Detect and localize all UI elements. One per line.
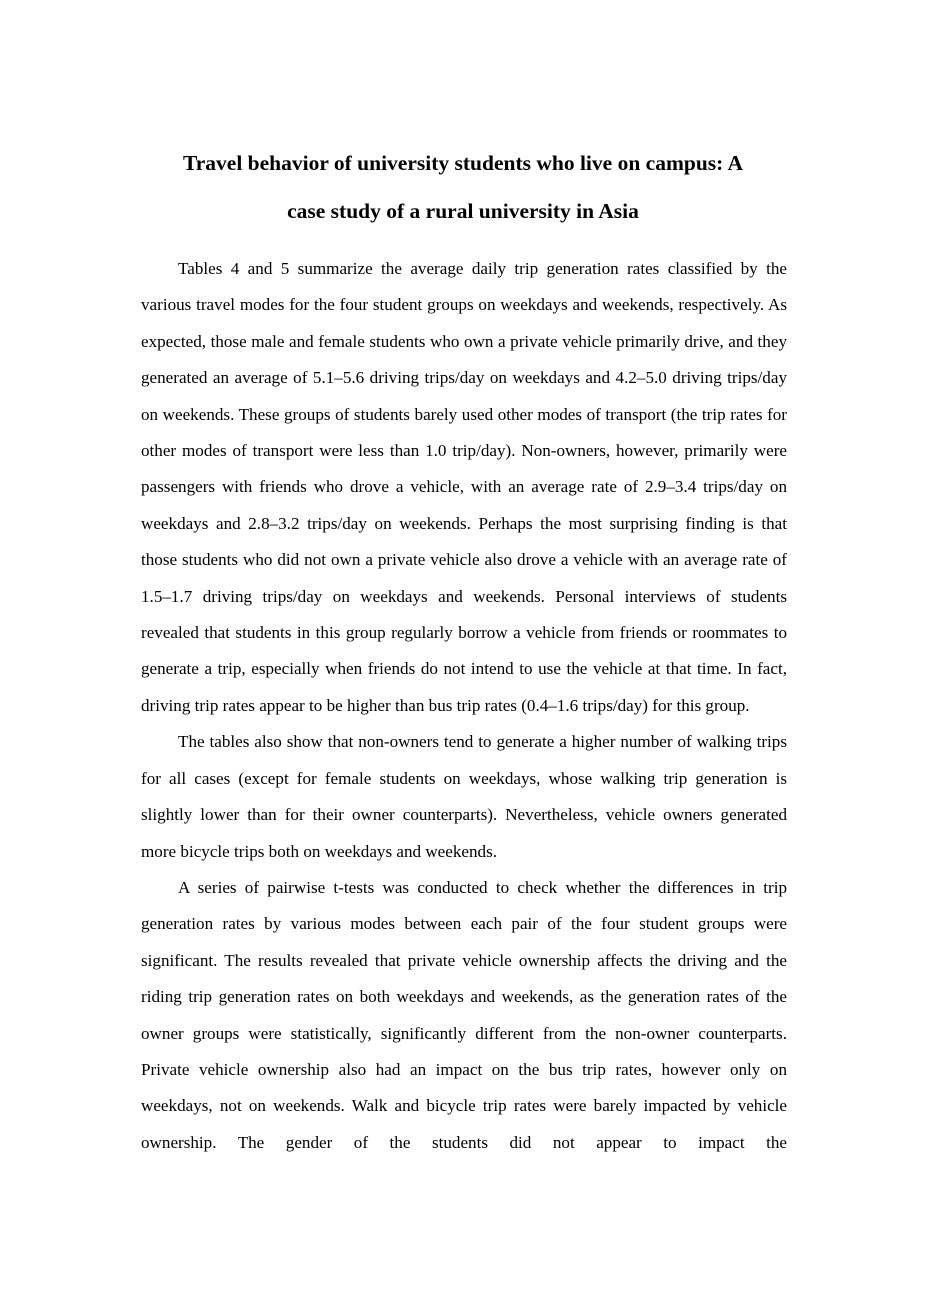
title-line-1: Travel behavior of university students who live on campus: A	[182, 151, 744, 175]
paragraph-t-tests: A series of pairwise t-tests was conducted to check whether the differences in trip generation rates by various modes between each pair of the four student groups were significant. The results revealed that private vehicle ownership affects the driving and the riding trip generation rates on both weekdays and weekends, as the generation rates of the owner groups were statistically, significantly different from the non-owner counterparts. Private vehicle ownership also had an impact on the bus trip rates, however only on weekdays, not on weekends. Walk and bicycle trip rates were barely impacted by vehicle ownership. The gender of the students did not appear to impact the	[141, 877, 787, 1152]
body-text	[141, 251, 787, 1161]
paper-title	[120, 139, 806, 235]
paragraph-trip-rates: Tables 4 and 5 summarize the average daily trip generation rates classified by the various travel modes for the four student groups on weekdays and weekends, respectively. As expected, those male and female students who own a private vehicle primarily drive, and they generated an average of 5.1–5.6 driving trips/day on weekdays and 4.2–5.0 driving trips/day on weekends. These groups of students barely used other modes of transport (the trip rates for other modes of transport were less than 1.0 trip/day). Non-owners, however, primarily were passengers with friends who drove a vehicle, with an average rate of 2.9–3.4 trips/day on weekdays and 2.8–3.2 trips/day on weekends. Perhaps the most surprising finding is that those students who did not own a private vehicle also drove a vehicle with an average rate of 1.5–1.7 driving trips/day on weekdays and weekends. Personal interviews of students revealed that students in this group regularly borrow a vehicle from friends or roommates to generate a trip, especially when friends do not intend to use the vehicle at that time. In fact, driving trip rates appear to be higher than bus trip rates (0.4–1.6 trips/day) for this group.	[141, 259, 787, 715]
paragraph-walking-bicycle: The tables also show that non-owners tend to generate a higher number of walking trips for all cases (except for female students on weekdays, whose walking trip generation is slightly lower than for their owner counterparts). Nevertheless, vehicle owners generated more bicycle trips both on weekdays and weekends.	[141, 732, 787, 861]
title-line-2: case study of a rural university in Asia	[287, 199, 639, 223]
